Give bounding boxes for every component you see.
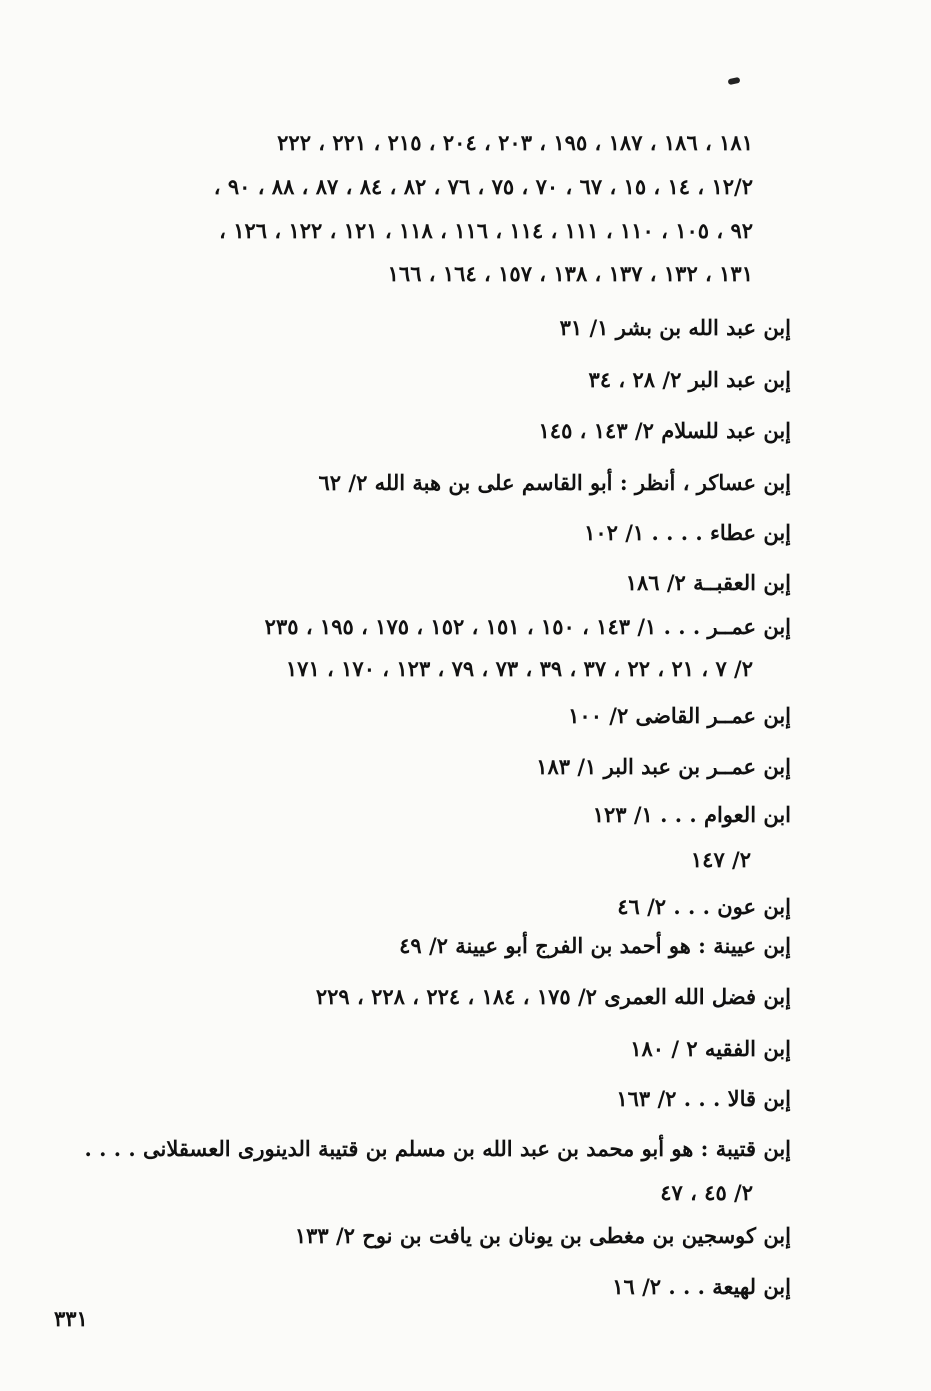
index-entry: إبن عبد الله بن بشر ١/ ٣١ (559, 315, 791, 340)
index-line: ٢/ ٤٥ ، ٤٧ (660, 1180, 753, 1205)
index-line: ٢/ ٧ ، ٢١ ، ٢٢ ، ٣٧ ، ٣٩ ، ٧٣ ، ٧٩ ، ١٢٣ ، ١٧٠ ، ١٧١ (285, 656, 753, 681)
index-entry: إبن لهيعة . . . ٢/ ١٦ (612, 1274, 791, 1299)
index-entry: إبن عمــر . . . ١/ ١٤٣ ، ١٥٠ ، ١٥١ ، ١٥٢ ، ١٧٥ ، ١٩٥ ، ٢٣٥ (264, 614, 791, 639)
page-number: ٣٣١ (54, 1306, 88, 1331)
index-entry: إبن الفقيه ٢ / ١٨٠ (630, 1036, 791, 1061)
index-entry: إبن عبد البر ٢/ ٢٨ ، ٣٤ (588, 367, 791, 392)
index-entry: إبن عساكر ، أنظر : أبو القاسم على بن هبة الله ٢/ ٦٢ (318, 470, 791, 495)
index-line: ٩٢ ، ١٠٥ ، ١١٠ ، ١١١ ، ١١٤ ، ١١٦ ، ١١٨ ، ١٢١ ، ١٢٢ ، ١٢٦ ، (219, 218, 753, 243)
index-entry: إبن عطاء . . . . ١/ ١٠٢ (584, 520, 791, 545)
index-entry: إبن كوسجين بن مغطى بن يونان بن يافت بن نوح ٢/ ١٣٣ (294, 1223, 791, 1248)
index-line: ١٢/٢ ، ١٤ ، ١٥ ، ٦٧ ، ٧٠ ، ٧٥ ، ٧٦ ، ٨٢ ، ٨٤ ، ٨٧ ، ٨٨ ، ٩٠ ، (213, 174, 753, 199)
index-entry: إبن العقبــة ٢/ ١٨٦ (625, 570, 791, 595)
index-line: ١٣١ ، ١٣٢ ، ١٣٧ ، ١٣٨ ، ١٥٧ ، ١٦٤ ، ١٦٦ (387, 261, 753, 286)
index-entry: إبن عمــر بن عبد البر ١/ ١٨٣ (536, 754, 791, 779)
index-line: ٢/ ١٤٧ (690, 847, 751, 872)
index-entry: إبن عيينة : هو أحمد بن الفرج أبو عيينة ٢/ ٤٩ (399, 933, 791, 958)
ink-mark (728, 77, 741, 85)
index-entry: إبن عون . . . ٢/ ٤٦ (617, 894, 791, 919)
index-entry: إبن قتيبة : هو أبو محمد بن عبد الله بن مسلم بن قتيبة الدينورى العسقلانى . . . . (84, 1136, 791, 1161)
index-entry: إبن عبد للسلام ٢/ ١٤٣ ، ١٤٥ (538, 418, 791, 443)
index-entry: إبن فضل الله العمرى ٢/ ١٧٥ ، ١٨٤ ، ٢٢٤ ، ٢٢٨ ، ٢٢٩ (315, 984, 791, 1009)
index-entry: إبن قالا . . . ٢/ ١٦٣ (616, 1086, 791, 1111)
index-line: ١٨١ ، ١٨٦ ، ١٨٧ ، ١٩٥ ، ٢٠٣ ، ٢٠٤ ، ٢١٥ ، ٢٢١ ، ٢٢٢ (277, 130, 753, 155)
index-entry: ابن العوام . . . ١/ ١٢٣ (592, 802, 791, 827)
index-entry: إبن عمــر القاضى ٢/ ١٠٠ (568, 703, 791, 728)
